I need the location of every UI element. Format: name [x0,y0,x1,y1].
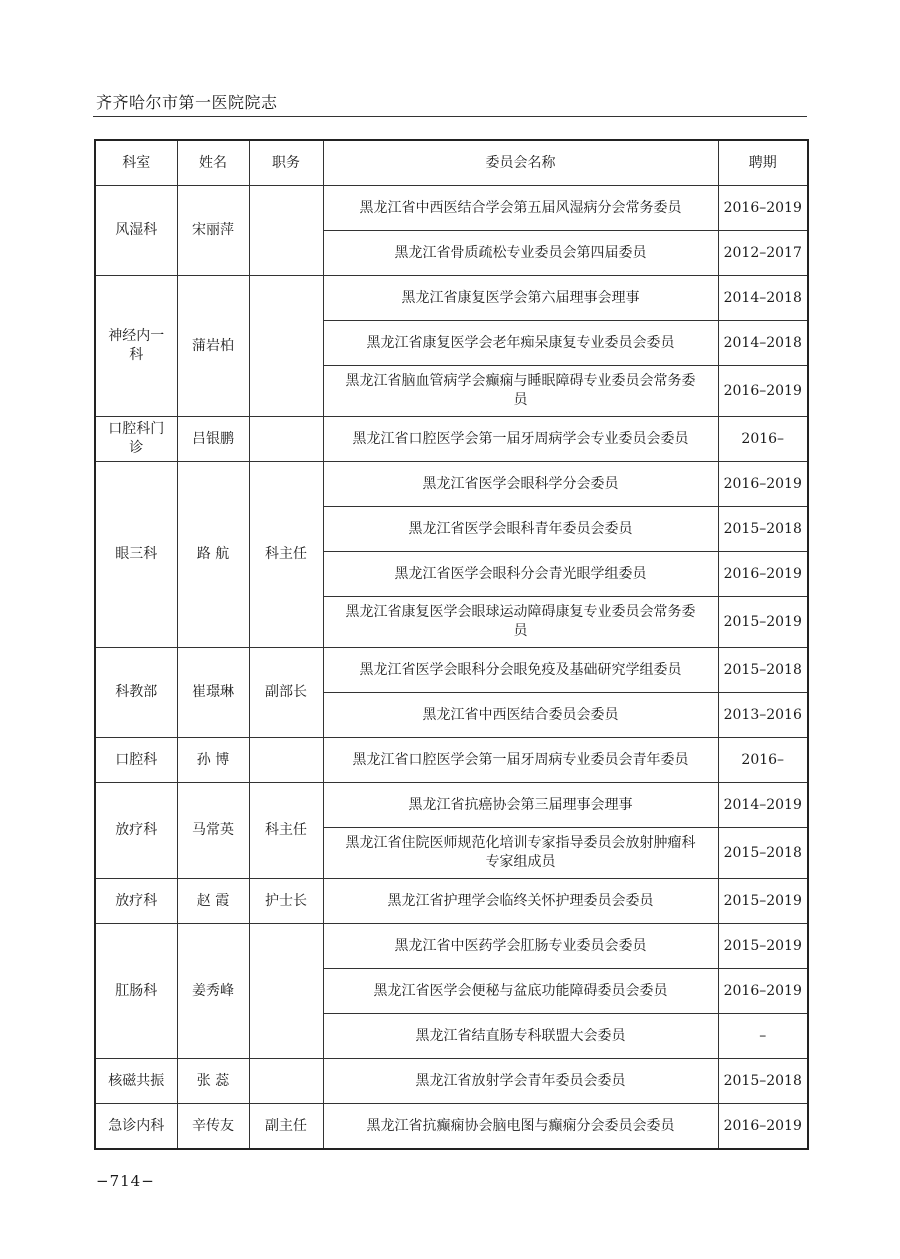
term-cell: 2012–2017 [718,231,808,276]
committee-cell: 黑龙江省骨质疏松专业委员会第四届委员 [323,231,718,276]
table-row [95,879,808,924]
dept-cell: 眼三科 [95,462,177,648]
committee-cell: 黑龙江省医学会眼科学分会委员 [323,462,718,507]
committee-cell: 黑龙江省中西医结合学会第五届风湿病分会常务委员 [323,186,718,231]
name-cell: 赵 霞 [177,879,249,924]
committee-cell: 黑龙江省医学会便秘与盆底功能障碍委员会委员 [323,969,718,1014]
title-cell: 副主任 [249,1104,323,1150]
committee-cell: 黑龙江省中医药学会肛肠专业委员会委员 [323,924,718,969]
committee-cell: 黑龙江省医学会眼科青年委员会委员 [323,507,718,552]
term-cell: 2016– [718,738,808,783]
term-cell: 2016–2019 [718,552,808,597]
title-cell [249,738,323,783]
table-row [95,1104,808,1150]
table-header-row [95,140,808,186]
name-cell: 孙 博 [177,738,249,783]
term-cell: 2014–2019 [718,783,808,828]
column-header-name: 姓名 [177,140,249,186]
running-head-title: 齐齐哈尔市第一医院院志 [96,93,278,112]
dept-cell: 神经内一科 [95,276,177,417]
column-header-title: 职务 [249,140,323,186]
title-cell [249,1059,323,1104]
committee-cell: 黑龙江省结直肠专科联盟大会委员 [323,1014,718,1059]
name-cell: 崔璟琳 [177,648,249,738]
term-cell: 2016–2019 [718,1104,808,1150]
committee-cell: 黑龙江省康复医学会老年痴呆康复专业委员会委员 [323,321,718,366]
title-cell [249,276,323,417]
committee-cell: 黑龙江省康复医学会第六届理事会理事 [323,276,718,321]
name-cell: 吕银鹏 [177,417,249,462]
header-rule [93,116,807,117]
term-cell: 2015–2018 [718,648,808,693]
dept-cell: 肛肠科 [95,924,177,1059]
committee-cell: 黑龙江省抗癫痫协会脑电图与癫痫分会委员会委员 [323,1104,718,1150]
term-cell: 2014–2018 [718,321,808,366]
term-cell: 2016–2019 [718,186,808,231]
table-row [95,417,808,462]
table-body [95,186,808,1150]
dept-cell: 核磁共振 [95,1059,177,1104]
title-cell [249,924,323,1059]
term-cell: 2015–2018 [718,828,808,879]
title-cell: 科主任 [249,783,323,879]
committee-cell: 黑龙江省康复医学会眼球运动障碍康复专业委员会常务委员 [323,597,718,648]
committee-cell: 黑龙江省护理学会临终关怀护理委员会委员 [323,879,718,924]
dept-cell: 科教部 [95,648,177,738]
committee-cell: 黑龙江省脑血管病学会癫痫与睡眠障碍专业委员会常务委员 [323,366,718,417]
committee-cell: 黑龙江省医学会眼科分会青光眼学组委员 [323,552,718,597]
term-cell: – [718,1014,808,1059]
table-row [95,648,808,693]
committee-cell: 黑龙江省中西医结合委员会委员 [323,693,718,738]
table-row [95,738,808,783]
term-cell: 2016–2019 [718,366,808,417]
table-row [95,462,808,507]
column-header-committee: 委员会名称 [323,140,718,186]
committee-table [94,139,809,1150]
term-cell: 2016– [718,417,808,462]
name-cell: 张 蕊 [177,1059,249,1104]
name-cell: 辛传友 [177,1104,249,1150]
committee-cell: 黑龙江省住院医师规范化培训专家指导委员会放射肿瘤科专家组成员 [323,828,718,879]
dept-cell: 放疗科 [95,783,177,879]
title-cell [249,417,323,462]
page-number: −714− [96,1172,155,1190]
term-cell: 2015–2019 [718,597,808,648]
term-cell: 2015–2018 [718,507,808,552]
term-cell: 2015–2018 [718,1059,808,1104]
table-row [95,1059,808,1104]
name-cell: 路 航 [177,462,249,648]
table-row [95,276,808,321]
term-cell: 2015–2019 [718,924,808,969]
committee-cell: 黑龙江省口腔医学会第一届牙周病专业委员会青年委员 [323,738,718,783]
dept-cell: 风湿科 [95,186,177,276]
committee-cell: 黑龙江省口腔医学会第一届牙周病学会专业委员会委员 [323,417,718,462]
committee-cell: 黑龙江省医学会眼科分会眼免疫及基础研究学组委员 [323,648,718,693]
committee-cell: 黑龙江省放射学会青年委员会委员 [323,1059,718,1104]
column-header-term: 聘期 [718,140,808,186]
committee-cell: 黑龙江省抗癌协会第三届理事会理事 [323,783,718,828]
table-row [95,924,808,969]
term-cell: 2016–2019 [718,462,808,507]
name-cell: 蒲岩柏 [177,276,249,417]
term-cell: 2014–2018 [718,276,808,321]
name-cell: 姜秀峰 [177,924,249,1059]
dept-cell: 口腔科 [95,738,177,783]
table-row [95,783,808,828]
name-cell: 宋丽萍 [177,186,249,276]
name-cell: 马常英 [177,783,249,879]
title-cell: 护士长 [249,879,323,924]
term-cell: 2013–2016 [718,693,808,738]
term-cell: 2016–2019 [718,969,808,1014]
title-cell: 科主任 [249,462,323,648]
title-cell [249,186,323,276]
column-header-dept: 科室 [95,140,177,186]
title-cell: 副部长 [249,648,323,738]
dept-cell: 急诊内科 [95,1104,177,1150]
term-cell: 2015–2019 [718,879,808,924]
dept-cell: 口腔科门诊 [95,417,177,462]
dept-cell: 放疗科 [95,879,177,924]
table-row [95,186,808,231]
